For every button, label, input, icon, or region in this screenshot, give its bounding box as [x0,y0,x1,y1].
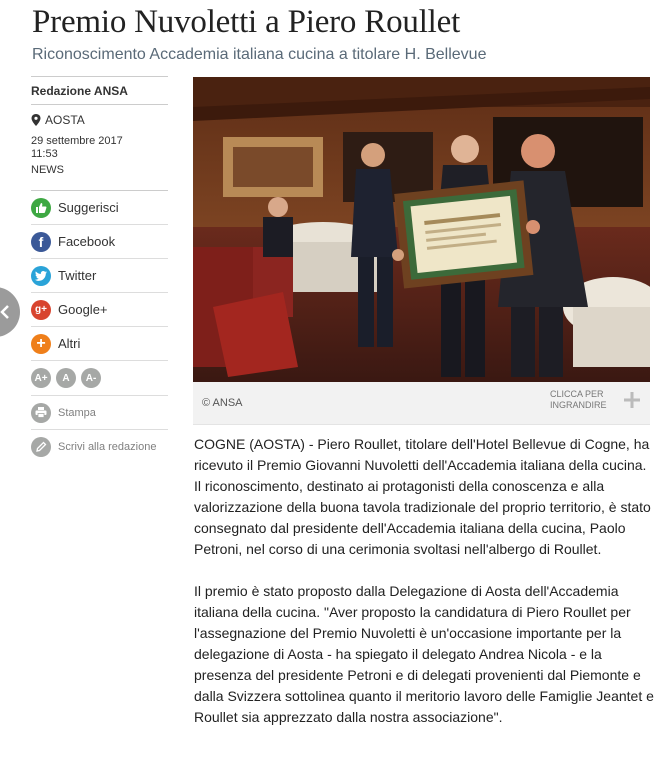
share-twitter-button[interactable] [31,258,168,292]
article-paragraph: COGNE (AOSTA) - Piero Roullet, titolare dell'Hotel Bellevue di Cogne, ha ricevuto il Premio Giovanni Nuvoletti dell'Accademia italiana della cucina. Il riconoscimento, destinato ai protagonisti della conoscenza e alla valorizzazione della buona tavola tradizionale del proprio territorio, è stato consegnato dal presidente dell'Accademia italiana della cucina, Paolo Petroni, nel corso di una cerimonia svoltasi nell'albergo di Roullet. [194,436,651,557]
article-subtitle: Riconoscimento Accademia italiana cucina a titolare H. Bellevue [32,46,487,63]
article-sidebar [31,76,168,463]
font-size-controls [31,360,168,395]
share-label: Google+ [58,302,108,317]
enlarge-photo-button[interactable] [550,389,640,411]
chevron-left-icon [0,305,10,319]
write-to-editors-button[interactable] [31,429,168,463]
publish-date [31,135,168,161]
article-photo[interactable] [193,77,650,382]
facebook-icon: f [31,232,51,252]
share-altri-button[interactable] [31,326,168,360]
thumbs-up-icon [31,198,51,218]
ceremony-photo-illustration [193,77,650,382]
location [31,113,168,127]
photo-copyright: © ANSA [202,397,243,409]
share-label: Suggerisci [58,200,119,215]
font-increase-button[interactable]: A+ [31,368,51,388]
date-text: 29 settembre 2017 [31,135,123,147]
article-title: Premio Nuvoletti a Piero Roullet [32,4,461,40]
author: Redazione ANSA [31,84,128,98]
share-list [31,190,168,463]
photo-caption-bar [193,382,650,425]
previous-article-button[interactable] [0,287,20,337]
twitter-icon [31,266,51,286]
share-google-plus-button[interactable] [31,292,168,326]
share-suggerisci-button[interactable] [31,190,168,224]
plus-icon [624,392,640,408]
print-label: Stampa [58,406,96,419]
pencil-icon [31,437,51,457]
location-label: AOSTA [45,113,85,127]
printer-icon [31,403,51,423]
write-label: Scrivi alla redazione [58,440,157,453]
share-facebook-button[interactable] [31,224,168,258]
article-body [194,434,656,749]
google-plus-icon: g+ [31,300,51,320]
divider [31,104,168,105]
time-text: 11:53 [31,148,58,160]
enlarge-label: CLICCA PER INGRANDIRE [550,389,607,410]
share-label: Altri [58,336,81,351]
font-reset-button[interactable]: A [56,368,76,388]
share-label: Twitter [58,268,97,283]
share-label: Facebook [58,234,116,249]
print-button[interactable] [31,395,168,429]
plus-circle-icon: + [31,334,51,354]
article-paragraph: Il premio è stato proposto dalla Delegazione di Aosta dell'Accademia italiana della cucina. "Aver proposto la candidatura di Piero Roullet per l'assegnazione del Premio Nuvoletti è un'occasione importante per la delegazione di Aosta - ha spiegato il delegato Andrea Nicola - e la presenza del presidente Petroni e di delegati provenienti dal Piemonte e dalla Svizzera sottolinea quanto il meritorio lavoro delle Famiglie Jeantet e Roullet sia apprezzato dalla nostra associazione". [194,583,654,725]
font-decrease-button[interactable]: A- [81,368,101,388]
category-label: NEWS [31,164,64,176]
map-pin-icon [31,114,41,126]
divider [31,76,168,77]
